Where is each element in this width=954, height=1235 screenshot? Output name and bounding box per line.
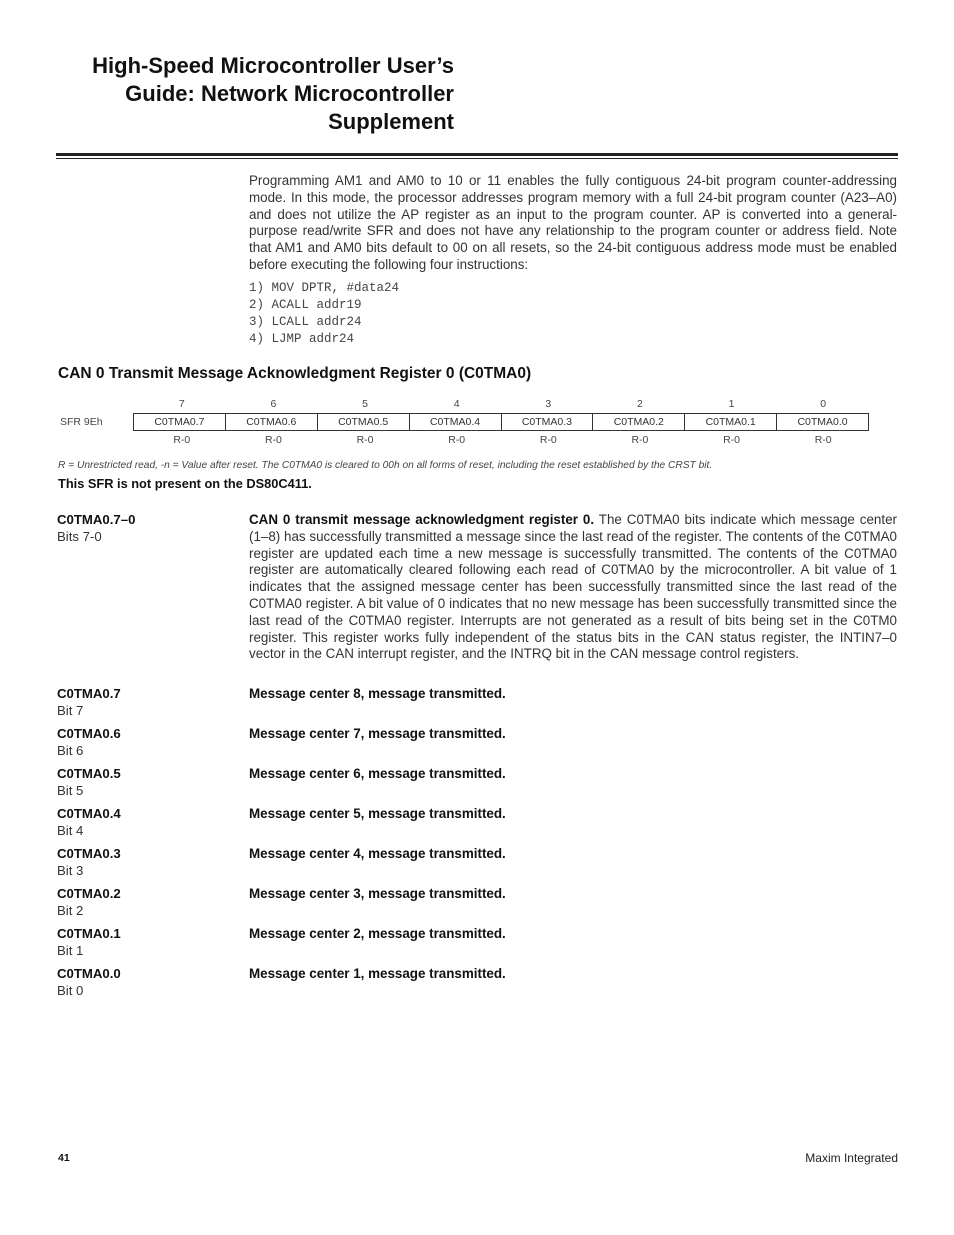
definition-description	[249, 966, 897, 983]
definition-term: C0TMA0.0	[57, 966, 121, 981]
definition-term: C0TMA0.1	[57, 926, 121, 941]
definition-bits: Bit 3	[57, 863, 84, 878]
register-bit-cell: C0TMA0.1	[685, 414, 777, 431]
code-listing	[249, 280, 399, 348]
bit-number: 5	[362, 398, 368, 410]
definition-term: C0TMA0.5	[57, 766, 121, 781]
sfr-address: SFR 9Eh	[60, 416, 103, 428]
definition-description	[249, 766, 897, 783]
definition-term: C0TMA0.2	[57, 886, 121, 901]
header-rule-thin	[56, 158, 898, 159]
code-line: 1) MOV DPTR, #data24	[249, 281, 400, 295]
definition-bits: Bit 7	[57, 703, 84, 718]
register-bit-cell: C0TMA0.0	[777, 414, 869, 431]
page-number: 41	[58, 1152, 70, 1164]
page-title	[40, 52, 454, 136]
header-rule-thick	[56, 153, 898, 156]
bit-number: 6	[270, 398, 277, 410]
code-line: 2) ACALL addr19	[249, 298, 362, 312]
footer-brand: Maxim Integrated	[805, 1151, 898, 1165]
reset-value: R-0	[631, 434, 649, 446]
register-bit-cell: C0TMA0.6	[225, 414, 317, 431]
definition-bits: Bit 5	[57, 783, 84, 798]
availability-note: This SFR is not present on the DS80C411.	[58, 476, 312, 491]
reset-value: R-0	[539, 434, 557, 446]
register-bit-cell: C0TMA0.3	[501, 414, 593, 431]
definition-description	[249, 846, 897, 863]
reset-value-row	[136, 434, 869, 446]
definition-term: C0TMA0.4	[57, 806, 121, 821]
register-note: R = Unrestricted read, -n = Value after reset. The C0TMA0 is cleared to 00h on all forms of reset, including the reset established by the CRST bit.	[58, 460, 713, 471]
title-line: Guide: Network Microcontroller	[125, 81, 454, 106]
definition-description	[249, 686, 897, 703]
definition-lead: Message center 7, message transmitted.	[249, 726, 506, 741]
table-row	[134, 414, 869, 431]
definition-lead: Message center 3, message transmitted.	[249, 886, 506, 901]
bit-number: 7	[178, 398, 185, 410]
definition-description	[249, 806, 897, 823]
bit-number: 2	[637, 398, 643, 410]
definition-bits: Bit 0	[57, 983, 84, 998]
title-line: Supplement	[328, 109, 454, 134]
definition-lead: Message center 6, message transmitted.	[249, 766, 506, 781]
title-line: High-Speed Microcontroller User’s	[92, 53, 454, 78]
definition-lead: Message center 2, message transmitted.	[249, 926, 506, 941]
bit-number-row	[136, 398, 869, 410]
definition-description	[249, 926, 897, 943]
definition-bits: Bit 6	[57, 743, 84, 758]
definition-description	[249, 886, 897, 903]
reset-value: R-0	[448, 434, 466, 446]
definition-lead: Message center 4, message transmitted.	[249, 846, 506, 861]
reset-value: R-0	[814, 434, 832, 446]
register-bit-cell: C0TMA0.4	[409, 414, 501, 431]
definition-lead: CAN 0 transmit message acknowledgment register 0.	[249, 512, 595, 527]
reset-value: R-0	[264, 434, 282, 446]
register-bit-cell: C0TMA0.7	[134, 414, 226, 431]
intro-paragraph: Programming AM1 and AM0 to 10 or 11 enables the fully contiguous 24-bit program counter-addressing mode. In this mode, the processor addresses program memory with a full 24-bit program counter (A23–A0) and does not utilize the AP register as an input to the program counter. AP is converted into a general-purpose read/write SFR and does not have any relationship to the program counter or address field. Note that AM1 and AM0 bits default to 00 on all resets, so the 24-bit contiguous address mode must be enabled before executing the following four instructions:	[249, 173, 897, 272]
definition-term: C0TMA0.7–0	[57, 512, 136, 527]
register-bit-cell: C0TMA0.5	[317, 414, 409, 431]
bit-number: 0	[820, 398, 827, 410]
bit-number: 4	[453, 398, 460, 410]
definition-lead: Message center 1, message transmitted.	[249, 966, 506, 981]
definition-bits: Bit 1	[57, 943, 84, 958]
section-heading: CAN 0 Transmit Message Acknowledgment Register 0 (C0TMA0)	[58, 365, 532, 382]
definition-term: C0TMA0.3	[57, 846, 121, 861]
register-bit-cell: C0TMA0.2	[593, 414, 685, 431]
definition-description	[249, 512, 897, 663]
code-line: 4) LJMP addr24	[249, 332, 355, 346]
definition-bits: Bits 7-0	[57, 529, 102, 544]
register-bit-table	[133, 413, 869, 431]
definition-lead: Message center 5, message transmitted.	[249, 806, 506, 821]
definition-bits: Bit 2	[57, 903, 84, 918]
definition-term: C0TMA0.7	[57, 686, 121, 701]
definition-bits: Bit 4	[57, 823, 84, 838]
bit-number: 3	[545, 398, 552, 410]
reset-value: R-0	[173, 434, 191, 446]
definition-text: The C0TMA0 bits indicate which message center (1–8) has successfully transmitted a message since the last read of the register. The contents of the C0TMA0 register are updated each time a new message is successfully transmitted. The contents of the C0TMA0 register are automatically cleared following each read of C0TMA0 by the microcontroller. A bit value of 1 indicates that the assigned message center has been successfully transmitted since the last read of the C0TMA0 register. A bit value of 0 indicates that no new message has been successfully transmitted since the last read of the C0TMA0 register. Interrupts are not generated as a result of bits being set in the C0TM0 register. This register works fully independent of the status bits in the CAN status register, the INTIN7–0 vector in the CAN interrupt register, and the INTRQ bit in the CAN message control registers.	[249, 512, 898, 662]
bit-number: 1	[728, 398, 735, 410]
definition-description	[249, 726, 897, 743]
definition-lead: Message center 8, message transmitted.	[249, 686, 506, 701]
reset-value: R-0	[723, 434, 741, 446]
reset-value: R-0	[356, 434, 374, 446]
definition-term: C0TMA0.6	[57, 726, 121, 741]
code-line: 3) LCALL addr24	[249, 315, 362, 329]
